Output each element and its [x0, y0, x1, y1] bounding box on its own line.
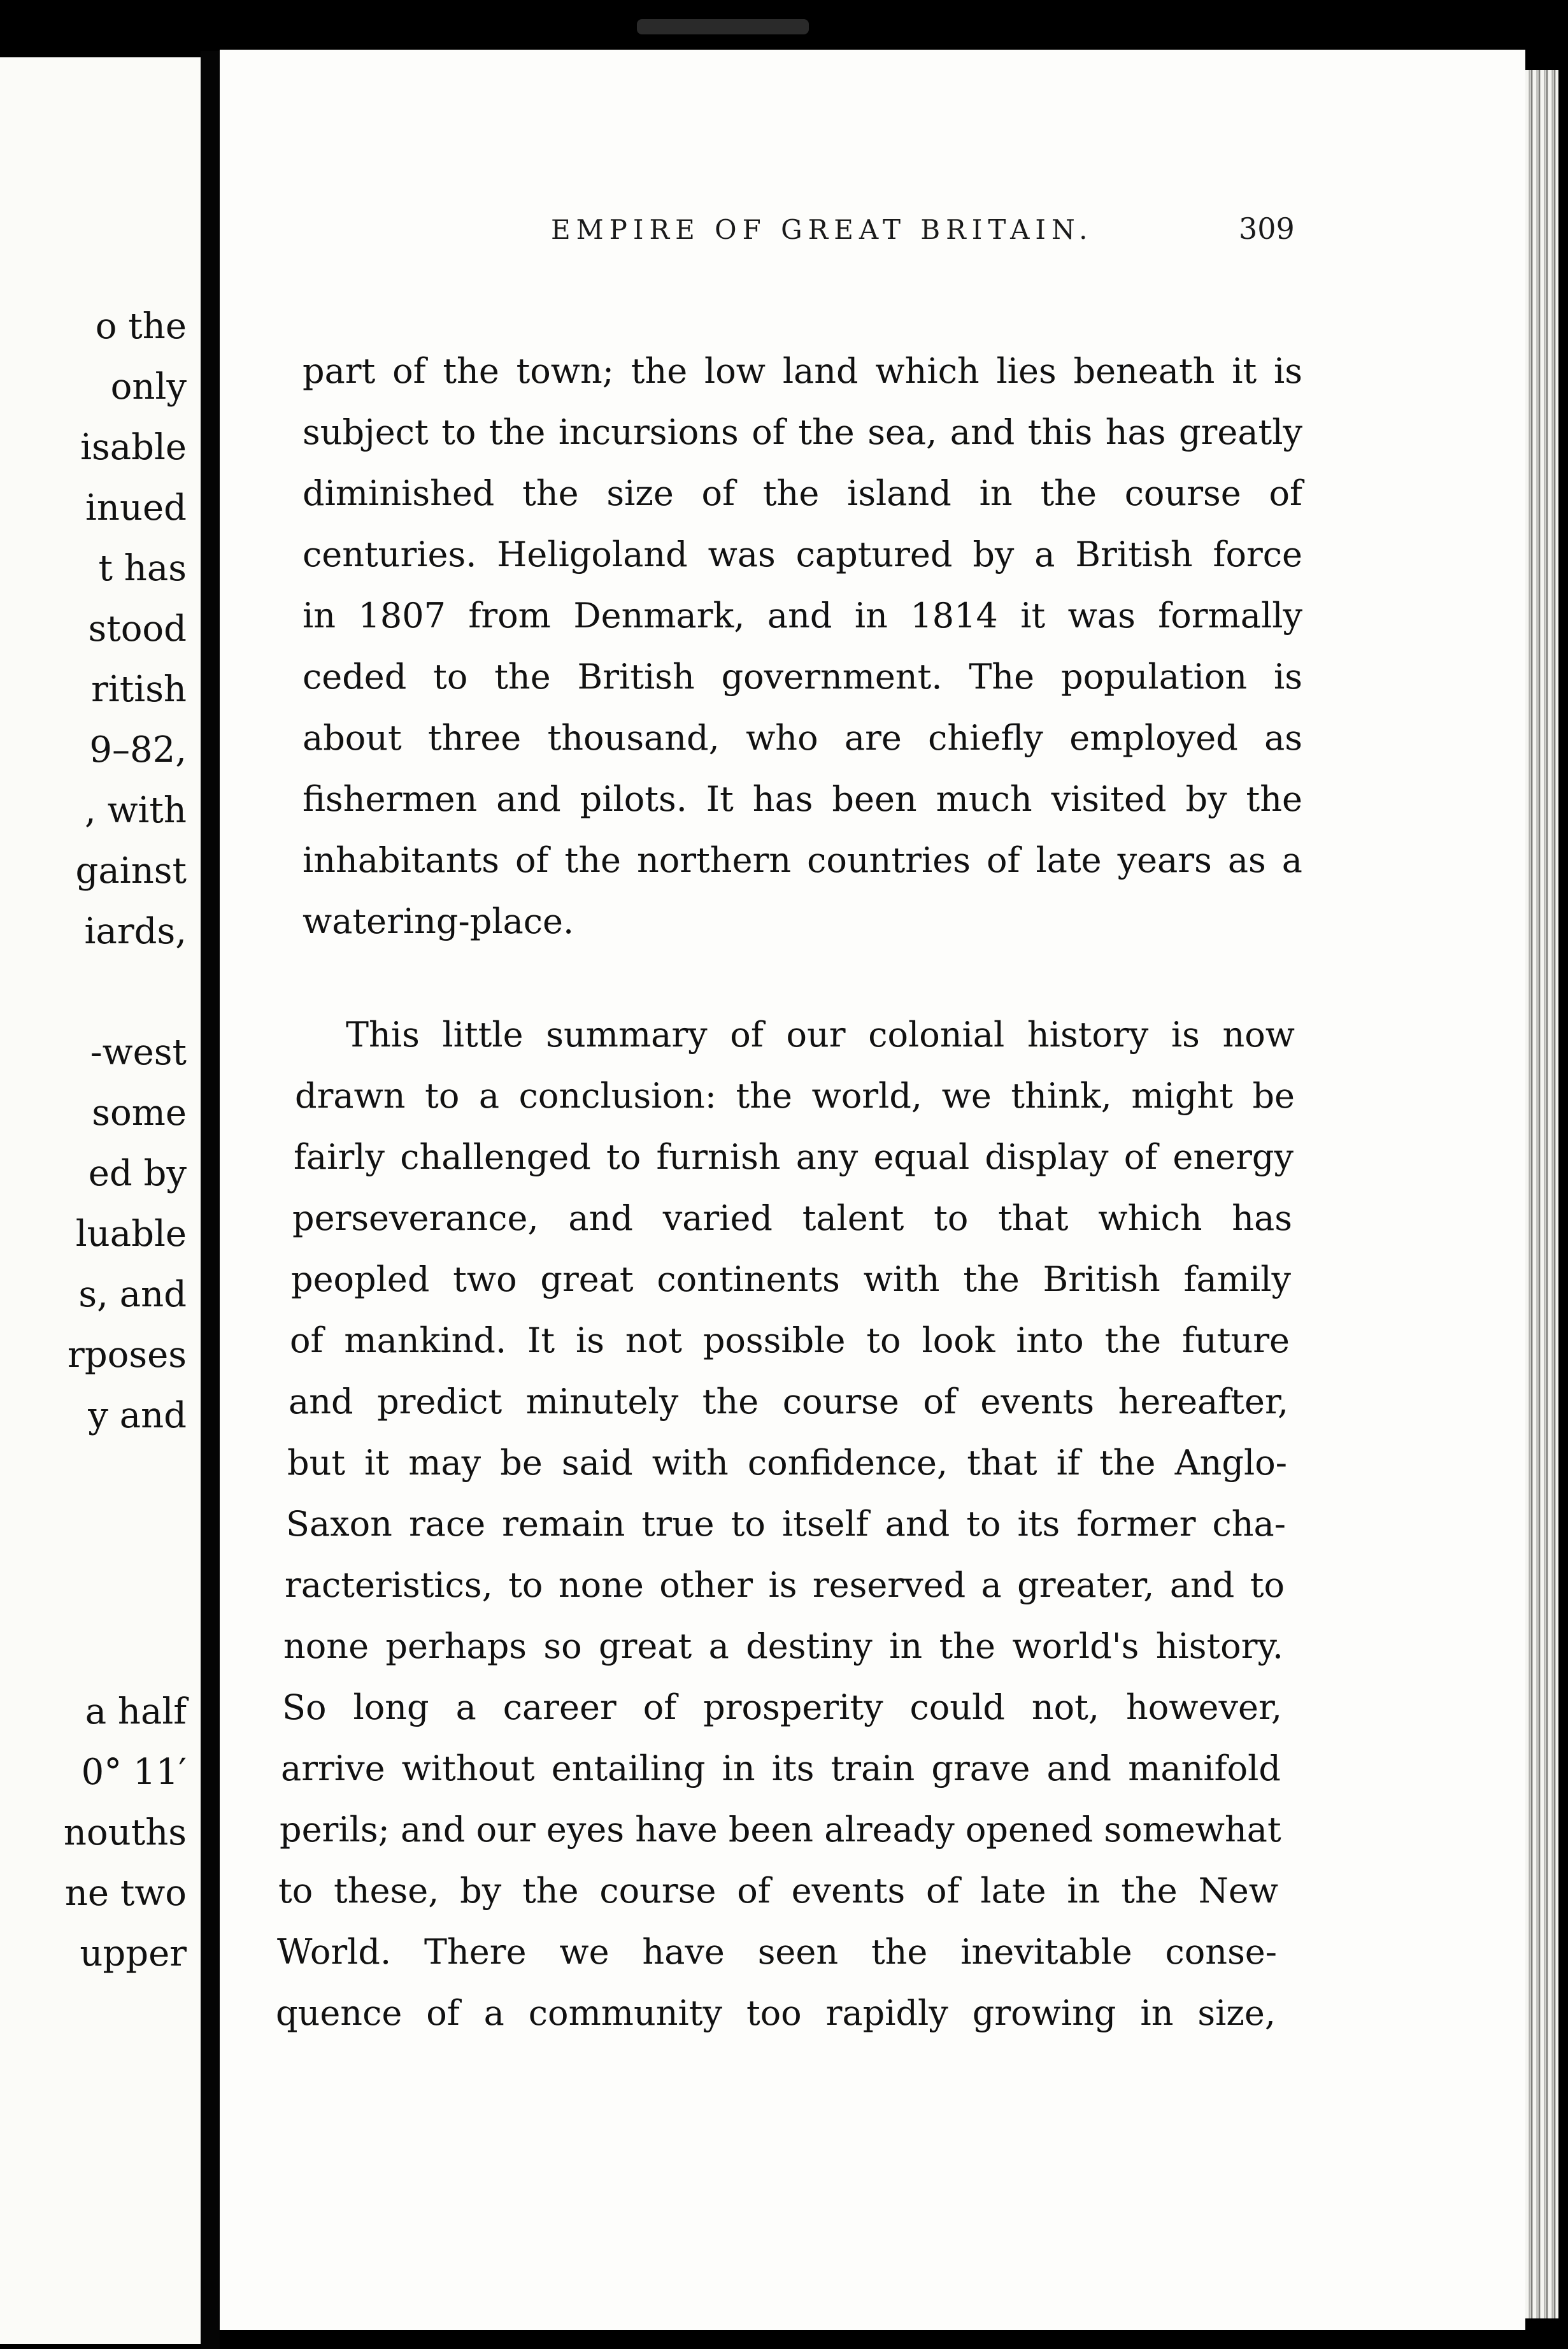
paragraph-2-line: drawn to a conclusion: the world, we think, might be: [295, 1076, 1295, 1116]
paragraph-2-line: This little summary of our colonial history is now: [346, 1015, 1295, 1055]
scan-artifact: [637, 19, 809, 34]
left-page-line: ritish: [91, 669, 187, 710]
left-page-line: -west: [90, 1032, 187, 1073]
paragraph-1-line: centuries. Heligoland was captured by a British force: [303, 534, 1302, 575]
paragraph-2-line: none perhaps so great a destiny in the world's history.: [283, 1626, 1283, 1666]
left-page-line: isable: [80, 427, 187, 468]
paragraph-1-line: inhabitants of the northern countries of late years as a: [303, 840, 1302, 880]
left-page-line: y and: [88, 1395, 187, 1436]
page-number: 309: [1239, 211, 1295, 246]
left-page-line: , with: [84, 790, 187, 831]
paragraph-2-line: World. There we have seen the inevitable conse-: [277, 1932, 1277, 1972]
paragraph-2-line: arrive without entailing in its train grave and manifold: [281, 1748, 1281, 1789]
previous-page-fragment: [0, 57, 201, 2344]
left-page-line: a half: [85, 1691, 187, 1732]
paragraph-2-line: perseverance, and varied talent to that which has: [292, 1198, 1292, 1238]
paragraph-2-line: of mankind. It is not possible to look into the future: [290, 1320, 1290, 1360]
left-page-line: s, and: [78, 1274, 187, 1315]
paragraph-1-line: about three thousand, who are chiefly employed as: [303, 718, 1302, 758]
paragraph-2-line: fairly challenged to furnish any equal display of energy: [294, 1137, 1294, 1177]
left-page-line: ed by: [88, 1153, 187, 1194]
paragraph-2-line: Saxon race remain true to itself and to its former cha-: [286, 1504, 1286, 1544]
paragraph-2-line: but it may be said with confidence, that if the Anglo-: [287, 1443, 1287, 1483]
left-page-line: iards,: [84, 911, 187, 952]
left-page-line: ne two: [64, 1873, 187, 1914]
left-page-line: rposes: [68, 1334, 187, 1376]
paragraph-2-line: to these, by the course of events of late in the New: [278, 1871, 1278, 1911]
paragraph-1-line: part of the town; the low land which lies beneath it is: [303, 351, 1302, 391]
paragraph-1-line: diminished the size of the island in the course of: [303, 473, 1302, 513]
left-page-line: 0° 11′: [81, 1752, 187, 1793]
paragraph-2-line: quence of a community too rapidly growing in size,: [276, 1993, 1276, 2033]
left-page-line: o the: [95, 306, 187, 347]
left-page-line: some: [92, 1092, 187, 1134]
left-page-line: nouths: [63, 1812, 187, 1853]
paragraph-1-line: in 1807 from Denmark, and in 1814 it was formally: [303, 596, 1302, 636]
page-edge-stack: [1525, 70, 1558, 2318]
paragraph-2-line: racteristics, to none other is reserved a greater, and to: [285, 1565, 1285, 1605]
left-page-line: only: [110, 366, 187, 408]
left-page-line: luable: [75, 1213, 187, 1255]
paragraph-2-line: peopled two great continents with the British family: [291, 1259, 1291, 1299]
paragraph-2-line: So long a career of prosperity could not, however,: [282, 1687, 1282, 1727]
running-head: EMPIRE OF GREAT BRITAIN.: [551, 214, 1094, 245]
paragraph-1-line: fishermen and pilots. It has been much visited by the: [303, 779, 1302, 819]
paragraph-1-line: watering-place.: [303, 901, 574, 941]
left-page-line: t has: [98, 548, 187, 589]
page-309: [220, 50, 1525, 2330]
left-page-line: upper: [80, 1933, 187, 1974]
left-page-line: stood: [88, 608, 187, 650]
left-page-line: 9–82,: [89, 729, 187, 771]
left-page-line: inued: [85, 487, 187, 529]
paragraph-1-line: subject to the incursions of the sea, and this has greatly: [303, 412, 1302, 452]
book-gutter: [201, 51, 220, 2349]
paragraph-2-line: and predict minutely the course of events hereafter,: [289, 1382, 1288, 1422]
paragraph-2-line: perils; and our eyes have been already opened somewhat: [280, 1810, 1281, 1850]
left-page-line: gainst: [75, 850, 187, 892]
paragraph-1-line: ceded to the British government. The population is: [303, 657, 1302, 697]
